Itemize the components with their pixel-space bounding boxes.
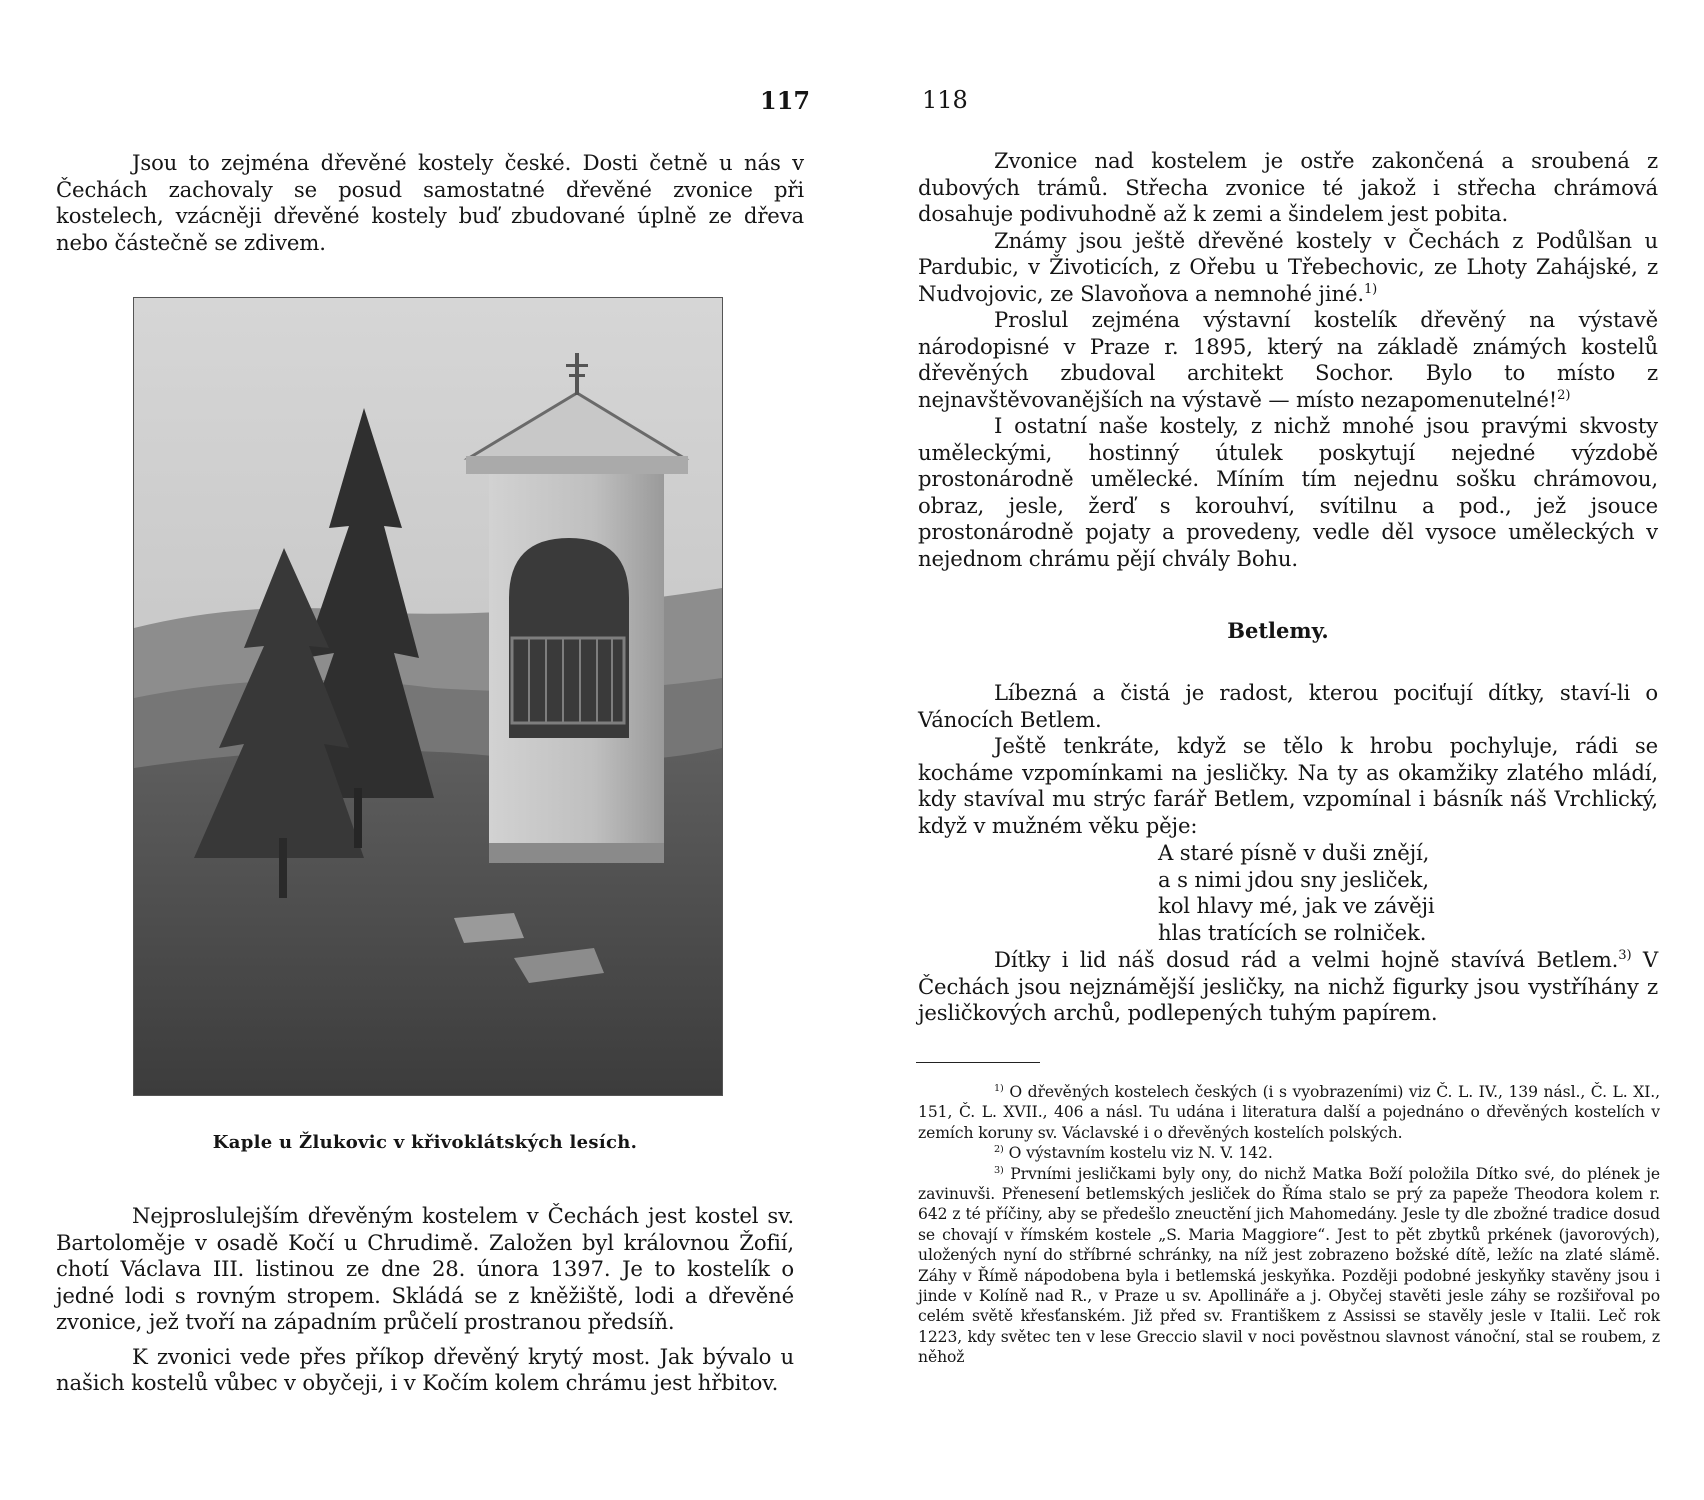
left-page (0, 0, 850, 1500)
footnote-mark: 3) (994, 1164, 1004, 1176)
footnote-mark: 2) (994, 1144, 1004, 1156)
betlemy-text-block (918, 680, 1658, 1027)
paragraph: K zvonici vede přes příkop dřevěný krytý most. Jak bývalo u našich kostelů vůbec v obyčeji, i v Kočím kolem chrámu jest hřbitov. (56, 1343, 794, 1395)
page-number: 117 (760, 86, 811, 115)
poem-line: hlas tratících se rolniček. (1158, 919, 1427, 945)
paragraph-text: Proslul zejména výstavní kostelík dřevěný na výstavě národopisné v Praze r. 1895, který na základě známých kostelů dřevěných zbudoval architekt Sochor. Bylo to místo z nejnavštěvovanějších na výstavě — místo nezapomenutelné! (918, 307, 1658, 412)
paragraph (918, 947, 1658, 1027)
poem-line: A staré písně v duši znějí, (1158, 840, 1430, 865)
paragraph: Líbezná a čistá je radost, kterou pociťují dítky, staví-li o Vánocích Betlem. (918, 680, 1658, 732)
body-text-block (918, 148, 1658, 572)
footnote-mark: 2) (1557, 387, 1571, 403)
paragraph-text: Dítky i lid náš dosud rád a velmi hojně stavívá Betlem. (994, 947, 1619, 972)
paragraph-text: V Čechách jsou nejznámější jesličky, na nichž figurky jsou vystříhány z jesličkových archů, podlepených tuhým papírem. (918, 947, 1658, 1025)
intro-text-block (56, 150, 804, 256)
paragraph: Jsou to zejména dřevěné kostely české. Dosti četně u nás v Čechách zachovaly se posud samostatné dřevěné zvonice při kostelech, vzácněji dřevěné kostely buď zbudované úplně ze dřeva nebo částečně se zdivem. (56, 150, 804, 255)
footnote-mark: 3) (1618, 947, 1632, 963)
footnote (918, 1082, 1660, 1143)
right-page (852, 0, 1704, 1500)
paragraph: I ostatní naše kostely, z nichž mnohé jsou pravými skvosty uměleckými, hostinný útulek poskytují nejedné výzdobě prostonárodně umělecké. Míním tím nejednu sošku chrámovou, obraz, jesle, žerď s korouhví, svítilnu a pod., jež jsouce prostonárodně pojaty a provedeny, vedle děl vysoce uměleckých v nejednom chrámu pějí chvály Bohu. (918, 413, 1658, 571)
footnote-text: O dřevěných kostelech českých (i s vyobrazeními) viz Č. L. IV., 139 násl., Č. L. XI., 151, Č. L. XVII., 406 a násl. Tu udána i literatura další a pojednáno o dřevěných kostelích v zemích koruny sv. Václavské i o dřevěných kostelích polských. (918, 1083, 1661, 1142)
paragraph: Zvonice nad kostelem je ostře zakončená a sroubená z dubových trámů. Střecha zvonice té jakož i střecha chrámová dosahuje podivuhodně až k zemi a šindelem jest pobita. (918, 148, 1658, 226)
chapel-photograph (133, 297, 723, 1096)
paragraph (918, 228, 1658, 308)
paragraph-text: Známy jsou ještě dřevěné kostely v Čechách z Podůlšan u Pardubic, v Životicích, z Ořebu u Třebechovic, ze Lhoty Zahájské, z Nudvojovic, ze Slavoňova a nemnohé jiné. (918, 227, 1658, 306)
page-number: 118 (922, 86, 968, 114)
section-heading: Betlemy. (1227, 618, 1329, 643)
paragraph: Nejproslulejším dřevěným kostelem v Čechách jest kostel sv. Bartoloměje v osadě Kočí u Chrudimě. Založen byl královnou Žofií, chotí Václava III. listinou ze dne 28. února 1397. Je to kostelík o jedné lodi s rovným stropem. Skládá se z kněžiště, lodi a dřevěné zvonice, jež tvoří na západním průčelí prostranou předsíň. (56, 1203, 794, 1334)
poem (1158, 840, 1658, 946)
footnote-text: O výstavním kostelu viz N. V. 142. (1008, 1144, 1273, 1163)
poem-line: kol hlavy mé, jak ve závěji (1158, 893, 1435, 918)
footnote (918, 1143, 1660, 1163)
paragraph (918, 307, 1658, 413)
footnote-text: Prvními jesličkami byly ony, do nichž Matka Boží položila Dítko své, do plének je zavinuvši. Přenesení betlemských jesliček do Říma stalo se prý za papeže Theodora kolem r. 642 z té příčiny, aby se předešlo zneuctění jich Mahomedány. Jesle ty dle zbožné tradice dosud se chovají v římském kostele „S. Maria Maggiore“. Jest to pět zbytků prkének (javorových), uložených nyní do stříbrné schránky, na níž jest zobrazeno božské dítě, ležíc na zlaté slámě. Záhy v Římě nápodobena byla i betlemská jeskyňka. Později podobné jeskyňky stavěny jsou i jinde v Kolíně nad R., v Praze u sv. Apollináře a j. Obyčej stavěti jesle záhy se rozšiřoval po celém světě křesťanském. Již před sv. Františkem z Assissi se stavěly jesle v Italii. Leč rok 1223, kdy světec ten v lese Greccio slavil v noci pověstnou slavnost vánoční, stal se roubem, z něhož (918, 1164, 1660, 1367)
footnote-mark: 1) (994, 1082, 1004, 1094)
footnote (918, 1164, 1660, 1368)
footnotes (918, 1082, 1660, 1368)
body-text-block (56, 1203, 794, 1397)
paragraph: Ještě tenkráte, když se tělo k hrobu pochyluje, rádi se kocháme vzpomínkami na jesličky. Na ty as okamžiky zlatého mládí, kdy stavíval mu strýc farář Betlem, vzpomínal i básník náš Vrchlický, když v mužném věku pěje: (918, 733, 1658, 838)
poem-line: a s nimi jdou sny jesliček, (1158, 866, 1429, 892)
footnote-mark: 1) (1363, 281, 1378, 297)
figure-caption: Kaple u Žlukovic v křivoklátských lesích. (212, 1132, 638, 1153)
footnote-divider (916, 1062, 1040, 1063)
